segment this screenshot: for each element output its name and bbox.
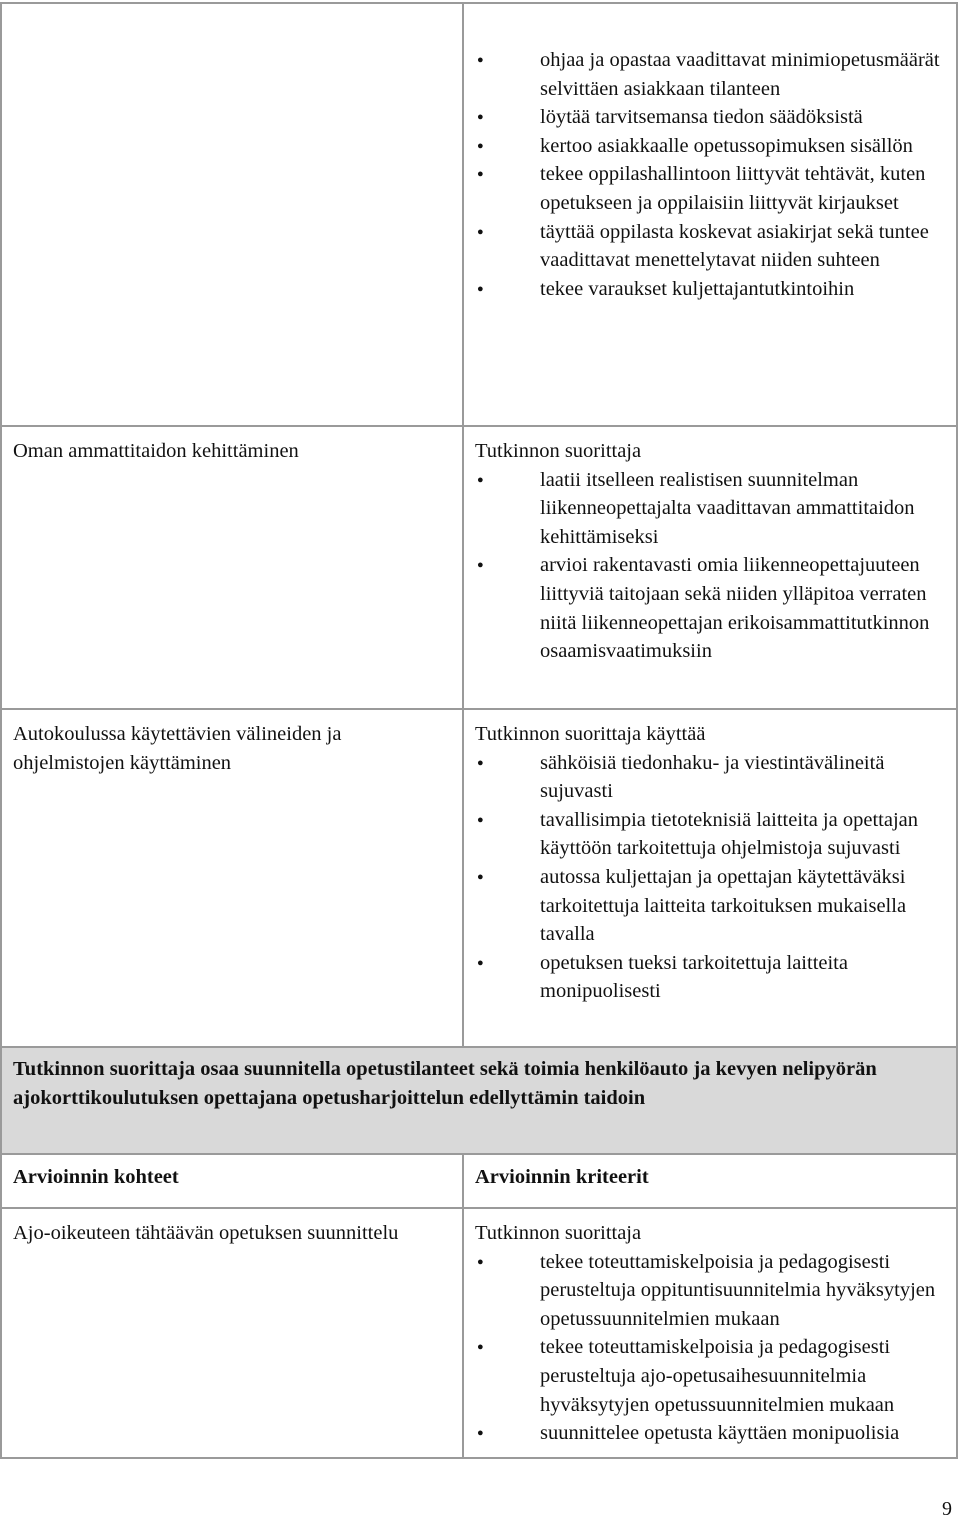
assessment-target-cell (1, 3, 463, 426)
list-item: ● ohjaa ja opastaa vaadittavat minimiopetusmäärät selvittäen asiakkaan tilanteen (475, 46, 948, 103)
criteria-list (475, 1248, 948, 1448)
column-header-targets: Arvioinnin kohteet (1, 1154, 463, 1208)
criteria-intro: Tutkinnon suorittaja käyttää (475, 723, 706, 745)
list-item: ● arvioi rakentavasti omia liikenneopettajuuteen liittyviä taitojaan sekä niiden ylläpitoa verraten niitä liikenneopettajan erikoisammattitutkinnon osaamisvaatimuksiin (475, 551, 948, 665)
section-heading: Tutkinnon suorittaja osaa suunnitella opetustilanteet sekä toimia henkilöauto ja kevyen nelipyörän ajokorttikoulutuksen opettajana opetusharjoittelun edellyttämin taidoin (1, 1047, 957, 1154)
list-item: ● tavallisimpia tietoteknisiä laitteita ja opettajan käyttöön tarkoitettuja ohjelmistoja sujuvasti (475, 806, 948, 863)
table-row (1, 709, 957, 1047)
table-row (1, 1208, 957, 1458)
list-item: ● tekee toteuttamiskelpoisia ja pedagogisesti perusteltuja ajo-opetusaihesuunnitelmia hyväksytyjen opetussuunnitelmien mukaan (475, 1333, 948, 1419)
column-header-row (1, 1154, 957, 1208)
list-item: ● laatii itselleen realistisen suunnitelman liikenneopettajalta vaadittavan ammattitaidon kehittämiseksi (475, 466, 948, 552)
criteria-cell (463, 3, 957, 426)
list-item: ● täyttää oppilasta koskevat asiakirjat sekä tuntee vaadittavat menettelytavat niiden suhteen (475, 218, 948, 275)
list-item: ● opetuksen tueksi tarkoitettuja laitteita monipuolisesti (475, 949, 948, 1006)
assessment-target-cell: Oman ammattitaidon kehittäminen (1, 426, 463, 709)
criteria-cell (463, 426, 957, 709)
list-item: ● tekee toteuttamiskelpoisia ja pedagogisesti perusteltuja oppituntisuunnitelmia hyväksytyjen opetussuunnitelmien mukaan (475, 1248, 948, 1334)
criteria-cell (463, 1208, 957, 1458)
list-item: ● löytää tarvitsemansa tiedon säädöksistä (475, 103, 948, 132)
criteria-cell (463, 709, 957, 1047)
list-item: ● tekee oppilashallintoon liittyvät tehtävät, kuten opetukseen ja oppilaisiin liittyvät kirjaukset (475, 160, 948, 217)
criteria-list (475, 46, 948, 303)
criteria-list (475, 466, 948, 666)
assessment-target-cell: Ajo-oikeuteen tähtäävän opetuksen suunnittelu (1, 1208, 463, 1458)
table-row (1, 426, 957, 709)
assessment-target-cell: Autokoulussa käytettävien välineiden ja ohjelmistojen käyttäminen (1, 709, 463, 1047)
criteria-intro: Tutkinnon suorittaja (475, 440, 642, 462)
table-row (1, 3, 957, 426)
criteria-intro: Tutkinnon suorittaja (475, 1222, 642, 1244)
criteria-table (0, 2, 958, 1459)
criteria-list (475, 749, 948, 1006)
list-item: ● sähköisiä tiedonhaku- ja viestintävälineitä sujuvasti (475, 749, 948, 806)
column-header-criteria: Arvioinnin kriteerit (463, 1154, 957, 1208)
list-item: ● tekee varaukset kuljettajantutkintoihin (475, 275, 948, 304)
list-item: ● kertoo asiakkaalle opetussopimuksen sisällön (475, 132, 948, 161)
list-item: ● suunnittelee opetusta käyttäen monipuolisia (475, 1419, 948, 1448)
list-item: ● autossa kuljettajan ja opettajan käytettäväksi tarkoitettuja laitteita tarkoituksen mukaisella tavalla (475, 863, 948, 949)
section-heading-row (1, 1047, 957, 1154)
page-number: 9 (942, 1498, 952, 1520)
